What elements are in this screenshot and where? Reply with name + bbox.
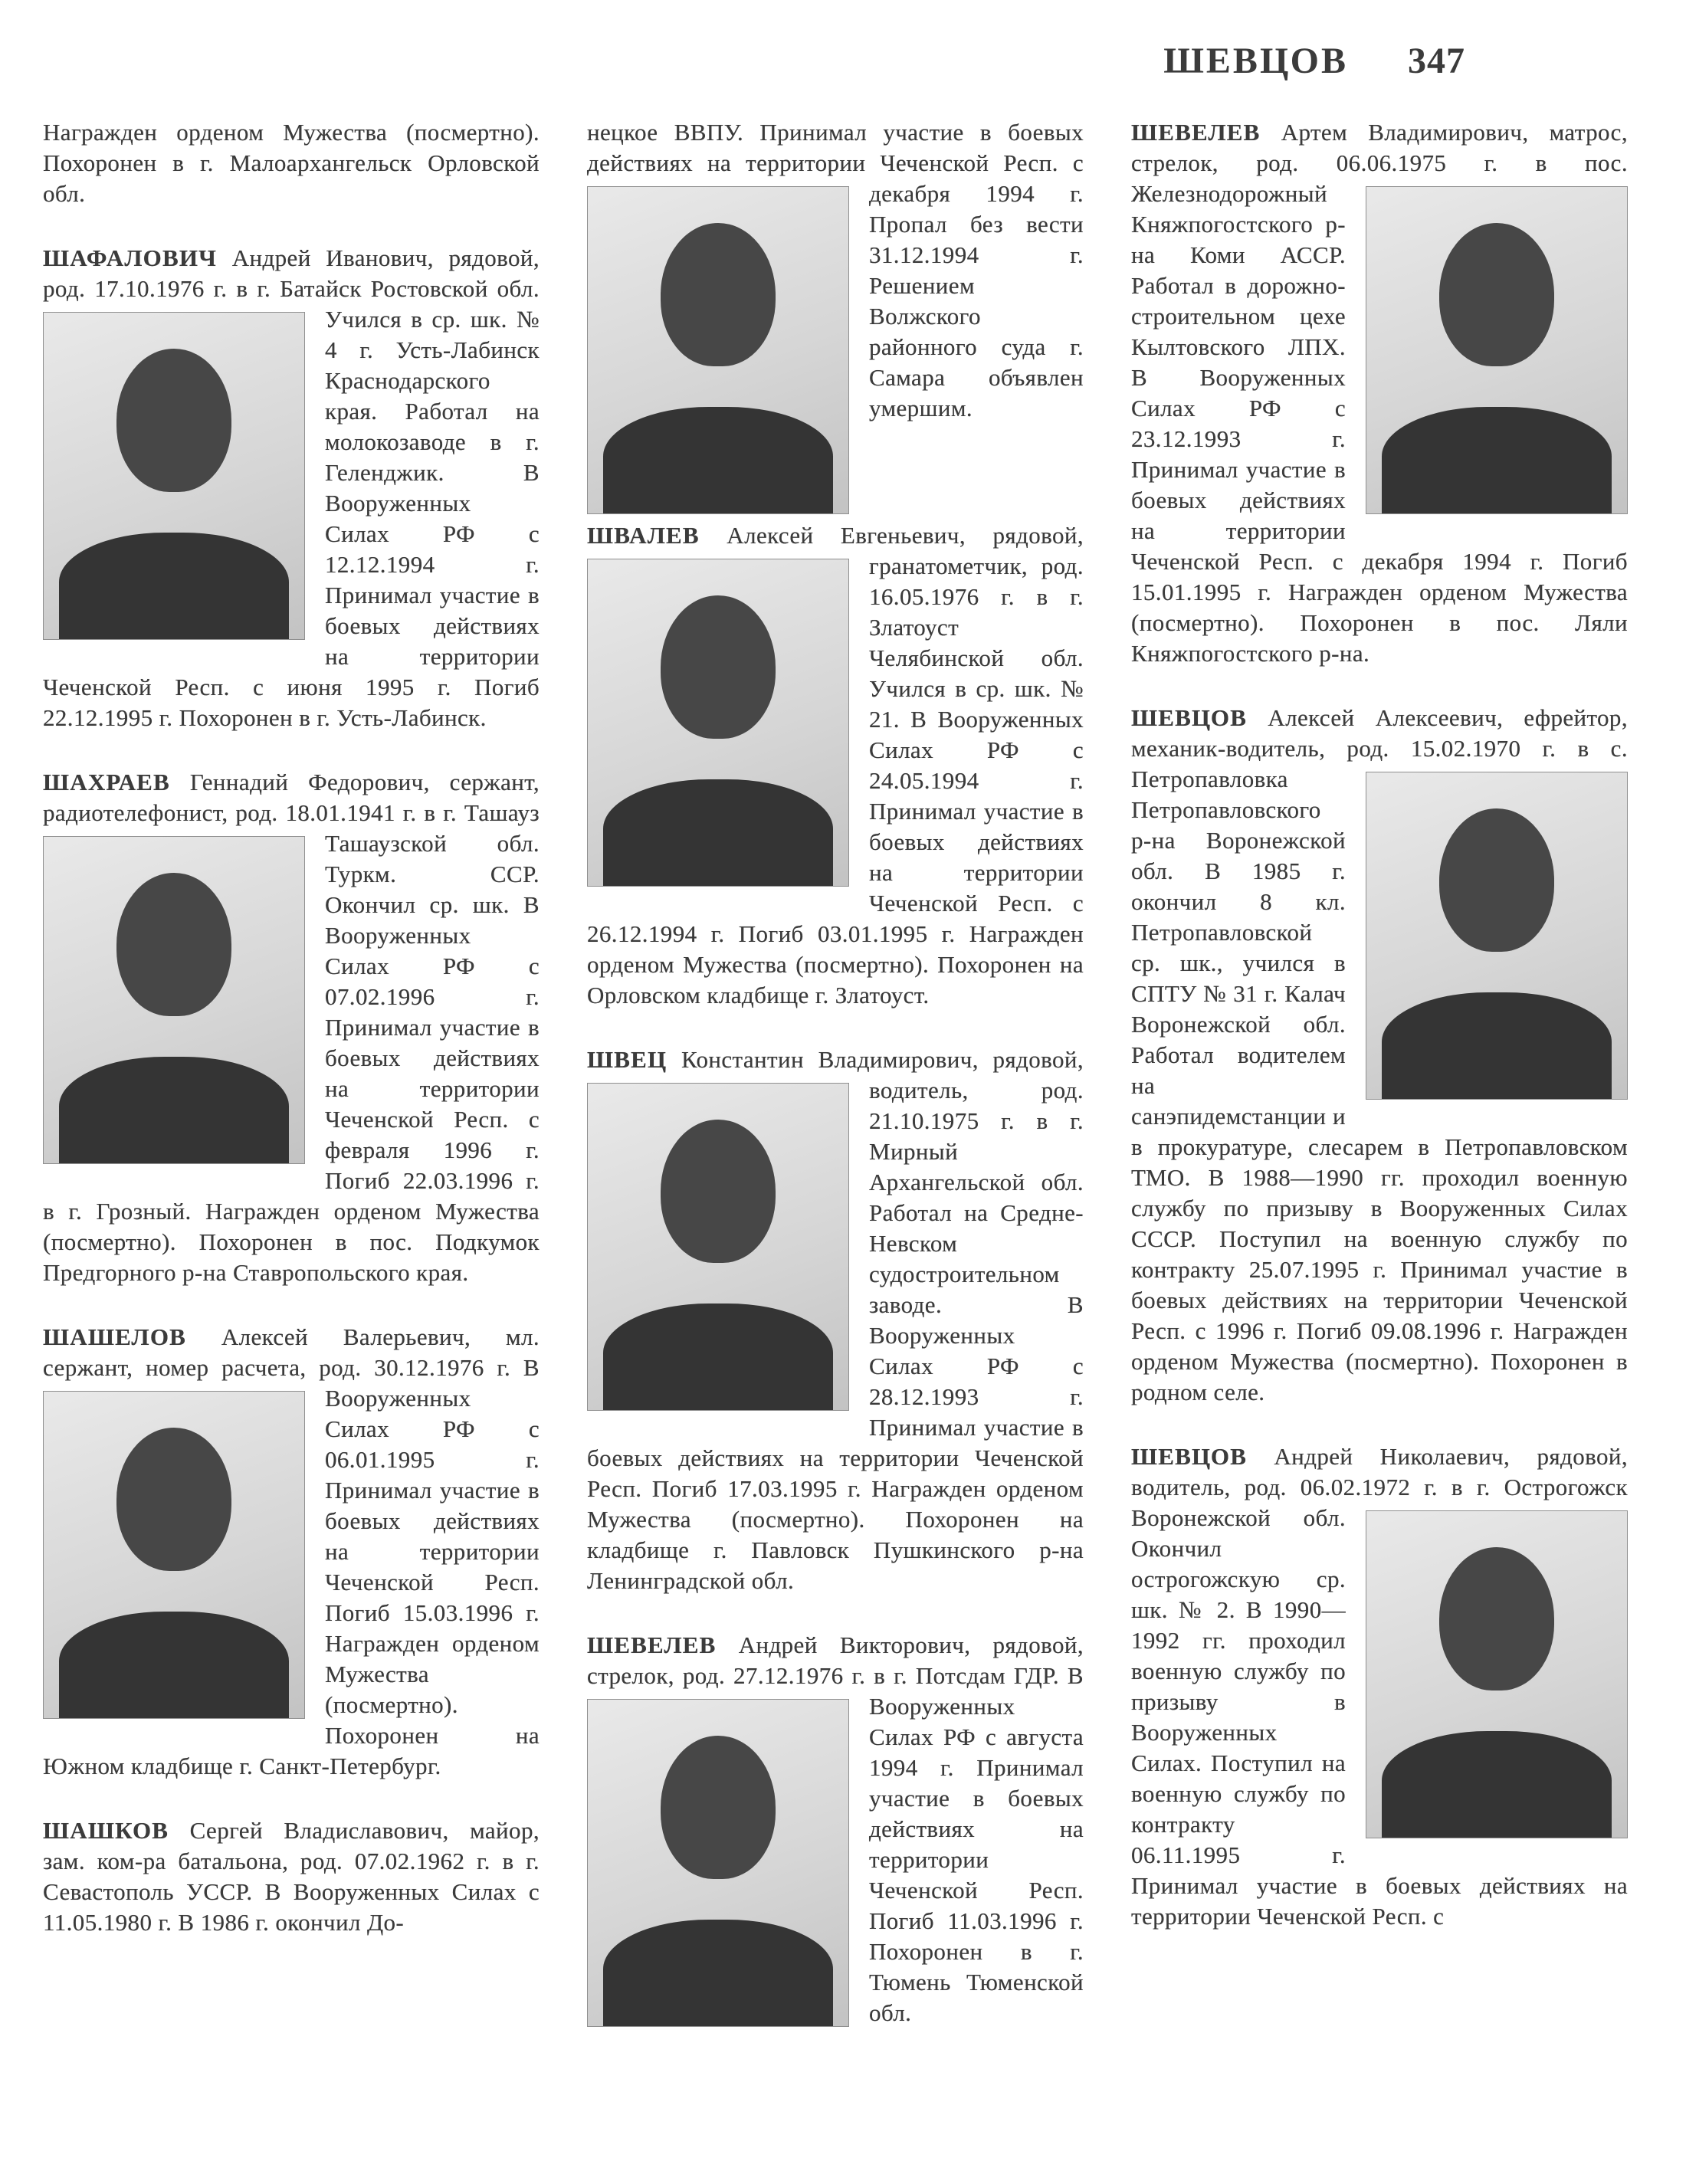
surname: ШЕВЕЛЕВ — [1131, 119, 1261, 146]
photo-shashelov — [43, 1391, 305, 1719]
photo-shakhraev — [43, 836, 305, 1164]
photo-shafalovich — [43, 312, 305, 640]
entry-text: 16.05.1976 г. в г. Златоуст Челябинской обл. Учился в ср. шк. № 21. В Вооруженных Силах РФ с 24.05.1994 г. Принимал участие в боевых действиях на территории Чеченской Респ. с 26.12.1994 г. Погиб 03.01.1995 г. Награжден орденом Мужества (посмертно). Похоронен на Орловском кладбище г. Златоуст. — [587, 583, 1084, 1008]
photo-shvets — [587, 1083, 849, 1411]
surname: ШАФАЛОВИЧ — [43, 244, 218, 271]
entry-text: Геннадий Федорович, сержант, радиотелефонист, род. — [43, 769, 540, 826]
photo-shevelev-andrey — [587, 1699, 849, 2027]
photo-shevtsov-aleksey — [1366, 772, 1628, 1100]
surname: ШЕВЦОВ — [1131, 704, 1248, 731]
entry-shashkov — [43, 1815, 540, 1938]
entry-shevelev-artem — [1131, 117, 1628, 669]
entry-text: Константин Владимирович, рядовой, водитель, род. — [681, 1046, 1084, 1103]
running-head — [0, 0, 1686, 82]
entry-continuation-maloarkhangelsk — [43, 117, 540, 209]
photo-shevelev-artem — [1366, 186, 1628, 514]
photo-shvalev — [587, 559, 849, 887]
entry-text: Награжден орденом Мужества (посмертно). Похоронен в г. Малоархангельск Орловской обл. — [43, 119, 540, 207]
page-columns — [0, 82, 1686, 2062]
surname: ШЕВЦОВ — [1131, 1443, 1248, 1470]
entry-shafalovich — [43, 243, 540, 733]
entry-text: Андрей Николаевич, рядовой, водитель, род. 06.02.1972 г. — [1131, 1443, 1628, 1500]
entry-shevtsov-andrey — [1131, 1441, 1628, 1932]
entry-text: Сергей Владиславович, майор, зам. ком-ра батальона, род. 07.02.1962 г. в г. Севастополь УССР. В Вооруженных Силах с 11.05.1980 г. В 1986 г. окончил До- — [43, 1817, 540, 1936]
header-surname: ШЕВЦОВ — [1163, 41, 1348, 81]
photo-shevtsov-andrey — [1366, 1510, 1628, 1838]
entry-text: 21.10.1975 г. в г. Мирный Архангельской обл. Работал на Средне-Невском судостроительном заводе. В Вооруженных Силах РФ с 28.12.1993 г. Принимал участие в боевых действиях на территории Чеченской Респ. Погиб 17.03.1995 г. Награжден орденом Мужества (посмертно). Похоронен на кладбище г. Павловск Пушкинского р-на Ленинградской обл. — [587, 1107, 1084, 1594]
photo-unnamed-officer — [587, 186, 849, 514]
entry-text: 18.01.1941 г. в г. Ташауз Ташаузской обл. Туркм. ССР. Окончил ср. шк. В Вооруженных Силах РФ с 07.02.1996 г. Принимал участие в боевых действиях на территории Чеченской Респ. с февраля 1996 г. Погиб 22.03.1996 г. в г. Грозный. Награжден орденом Мужества (посмертно). Похоронен в пос. Подкумок Предгорного р-на Ставропольского края. — [43, 799, 540, 1286]
surname: ШАШЕЛОВ — [43, 1323, 187, 1350]
entry-text: Андрей Иванович, рядовой, род. 17.10.1976 г. в г. — [43, 244, 540, 302]
entry-text: Батайск Ростовской обл. Учился в ср. шк. № 4 г. Усть-Лабинск Краснодарского края. Работал на молокозаводе в г. Геленджик. В Вооруженных Силах РФ с 12.12.1994 г. Принимал участие в боевых действиях на территории Чеченской Респ. с июня 1995 г. Погиб 22.12.1995 г. Похоронен в г. Усть-Лабинск. — [43, 275, 540, 731]
entry-text: Чеченской Респ. с декабря 1994 г. Пропал без вести 31.12.1994 г. Решением Волжского районного суда г. Самара объявлен умершим. — [869, 149, 1084, 421]
column-2 — [587, 117, 1084, 2062]
entry-text: Артем Владимирович, матрос, стрелок, род. 06.06.1975 г. — [1131, 119, 1628, 176]
entry-text: в пос. Железнодорожный Княжпогостского р-на Коми АССР. Работал в дорожно-строительном цехе Кылтовского ЛПХ. В Вооруженных Силах РФ с 23.12.1993 г. Принимал участие в боевых действиях на территории Чеченской Респ. с декабря 1994 г. Погиб 15.01.1995 г. Награжден орденом Мужества (посмертно). Похоронен в пос. Ляли Княжпогостского р-на. — [1131, 149, 1628, 667]
surname: ШАХРАЕВ — [43, 769, 170, 795]
surname: ШВАЛЕВ — [587, 522, 700, 549]
surname: ШЕВЕЛЕВ — [587, 1631, 717, 1658]
column-3 — [1131, 117, 1628, 2062]
entry-text: в г. Острогожск Воронежской обл. Окончил острогожскую ср. шк. № 2. В 1990—1992 гг. проходил военную службу по призыву в Вооруженных Силах. Поступил на военную службу по контракту 06.11.1995 г. Принимал участие в боевых действиях на территории Чеченской Респ. с — [1131, 1474, 1629, 1930]
entry-text: нецкое ВВПУ. Принимал участие в боевых действиях на территории — [587, 119, 1084, 176]
entry-shevtsov-aleksey — [1131, 703, 1628, 1408]
entry-continuation-vvpu — [587, 117, 1084, 424]
entry-text: Алексей Валерьевич, мл. сержант, номер расчета, род. — [43, 1323, 540, 1381]
entry-shakhraev — [43, 767, 540, 1288]
entry-text: Андрей Викторович, рядовой, стрелок, род. 27.12.1976 г. в — [587, 1631, 1084, 1689]
entry-shashelov — [43, 1322, 540, 1782]
entry-text: 15.02.1970 г. в с. Петропавловка Петропавловского р-на Воронежской обл. В 1985 г. окончил 8 кл. Петропавловской ср. шк., учился в СПТУ № 31 г. Калач Воронежской обл. Работал водителем на санэпидемстанции и в прокуратуре, слесарем в Петропавловском ТМО. В 1988—1990 гг. проходил военную службу по призыву в Вооруженных Силах СССР. Поступил на военную службу по контракту 25.07.1995 г. Принимал участие в боевых действиях на территории Чеченской Респ. с 1996 г. Погиб 09.08.1996 г. Награжден орденом Мужества (посмертно). Похоронен в родном селе. — [1131, 735, 1628, 1405]
surname: ШАШКОВ — [43, 1817, 169, 1844]
entry-shevelev-andrey — [587, 1630, 1084, 2028]
column-1 — [43, 117, 540, 2062]
entry-text: г. Потсдам ГДР. В Вооруженных Силах РФ с августа 1994 г. Принимал участие в боевых действиях на территории Чеченской Респ. Погиб 11.03.1996 г. Похоронен в г. Тюмень Тюменской обл. — [869, 1662, 1084, 2026]
entry-text: 30.12.1976 г. В Вооруженных Силах РФ с 06.01.1995 г. Принимал участие в боевых действиях на территории Чеченской Респ. Погиб 15.03.1996 г. Награжден орденом Мужества (посмертно). Похоронен на Южном кладбище г. Санкт-Петербург. — [43, 1354, 540, 1779]
entry-shvets — [587, 1044, 1084, 1596]
entry-shvalev — [587, 520, 1084, 1011]
entry-text: Алексей Алексеевич, ефрейтор, механик-водитель, род. — [1131, 704, 1628, 762]
surname: ШВЕЦ — [587, 1046, 668, 1073]
page-number: 347 — [1408, 41, 1465, 81]
entry-text: Алексей Евгеньевич, рядовой, гранатометчик, род. — [727, 522, 1084, 579]
